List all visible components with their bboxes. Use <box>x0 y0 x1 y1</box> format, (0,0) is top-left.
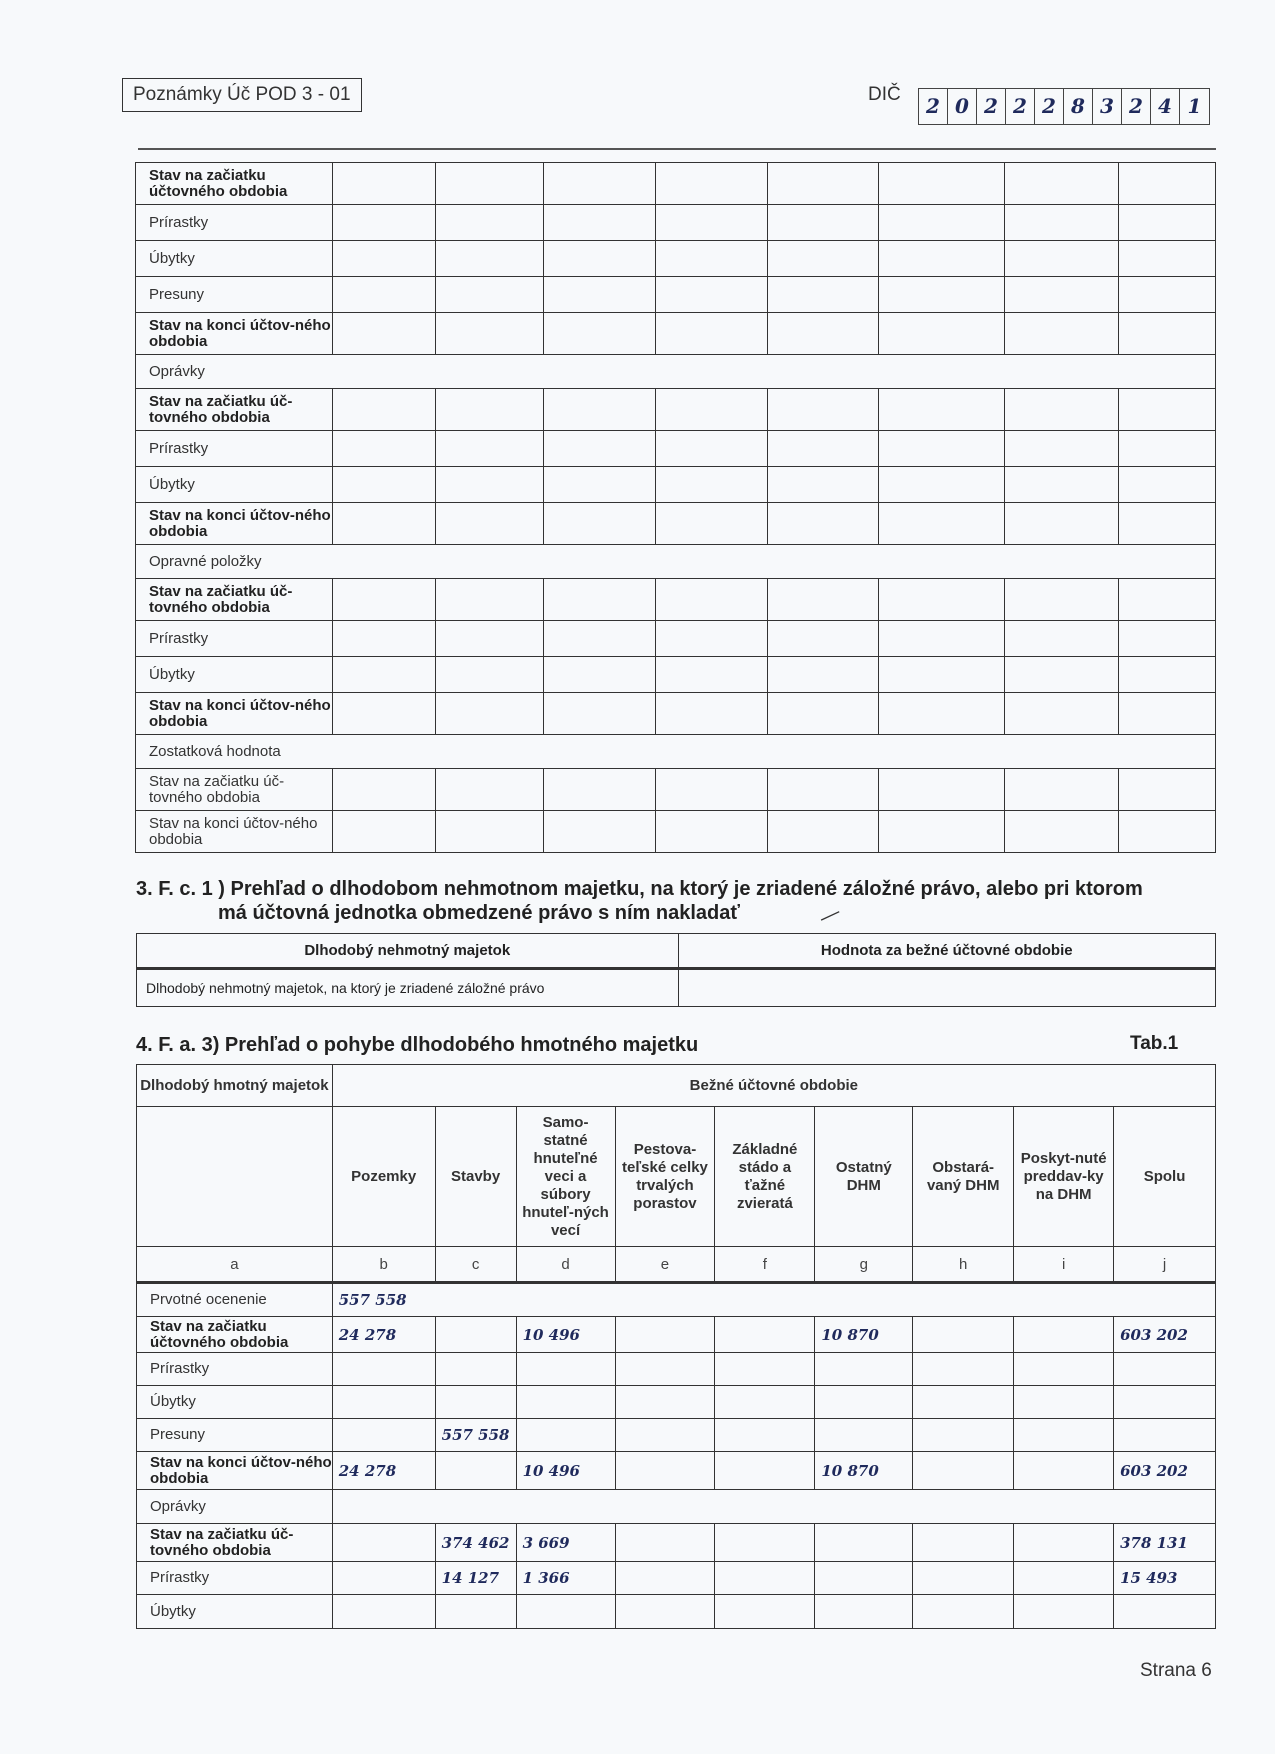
value-cell[interactable] <box>768 811 879 853</box>
value-cell[interactable] <box>655 621 768 657</box>
value-cell[interactable] <box>768 163 879 205</box>
value-cell[interactable] <box>435 1317 516 1353</box>
value-cell[interactable] <box>879 163 1005 205</box>
value-cell[interactable] <box>615 1317 715 1353</box>
value-cell[interactable] <box>655 811 768 853</box>
value-cell[interactable]: 10 870 <box>815 1452 913 1490</box>
column-header: Pozemky <box>332 1107 435 1247</box>
value-cell[interactable] <box>1005 657 1119 693</box>
row-label: Prírastky <box>137 1562 333 1595</box>
row-label: Presuny <box>136 277 333 313</box>
value-cell[interactable] <box>879 389 1005 431</box>
row-label-pledged: Dlhodobý nehmotný majetok, na ktorý je zriadené záložné právo <box>137 969 679 1007</box>
value-cell[interactable]: 24 278 <box>332 1317 435 1353</box>
value-cell[interactable] <box>655 693 768 735</box>
column-header: Samo-statné hnuteľné veci a súbory hnuteľ-ných vecí <box>516 1107 615 1247</box>
col-header-intangible: Dlhodobý nehmotný majetok <box>137 934 679 969</box>
value-cell[interactable] <box>332 1595 435 1629</box>
value-cell[interactable] <box>332 163 435 205</box>
value-cell[interactable] <box>715 1317 815 1353</box>
value-cell[interactable] <box>435 503 543 545</box>
value-cell[interactable] <box>655 205 768 241</box>
value-cell[interactable] <box>815 1419 913 1452</box>
value-cell[interactable] <box>435 277 543 313</box>
value-cell[interactable] <box>435 1452 516 1490</box>
row-label: Úbytky <box>136 241 333 277</box>
value-cell[interactable] <box>879 621 1005 657</box>
value-cell[interactable] <box>1014 1353 1114 1386</box>
section-3fc1-title-line1: 3. F. c. 1 ) Prehľad o dlhodobom nehmotnom majetku, na ktorý je zriadené záložné právo, alebo pri ktorom <box>136 878 1143 900</box>
table-row <box>137 1386 1216 1419</box>
column-letter: e <box>615 1247 715 1283</box>
value-cell[interactable] <box>655 389 768 431</box>
row-label: Stav na začiatku úč-tovného obdobia <box>136 389 333 431</box>
value-cell[interactable] <box>332 1562 435 1595</box>
value-cell[interactable] <box>879 769 1005 811</box>
value-cell[interactable] <box>655 579 768 621</box>
value-cell[interactable] <box>332 313 435 355</box>
value-cell[interactable] <box>543 277 655 313</box>
row-label: Prírastky <box>136 621 333 657</box>
value-cell[interactable]: 10 870 <box>815 1317 913 1353</box>
value-cell[interactable] <box>332 467 435 503</box>
value-cell[interactable] <box>1114 1419 1216 1452</box>
value-cell[interactable] <box>543 389 655 431</box>
value-cell[interactable] <box>913 1595 1014 1629</box>
value-cell[interactable] <box>332 1353 435 1386</box>
section-4fa3-title: 4. F. a. 3) Prehľad o pohybe dlhodobého hmotného majetku <box>136 1034 699 1056</box>
value-cell[interactable] <box>435 389 543 431</box>
table-row <box>137 1524 1216 1562</box>
value-cell[interactable] <box>1014 1562 1114 1595</box>
table-row <box>136 657 1216 693</box>
value-cell[interactable] <box>1014 1452 1114 1490</box>
table-row <box>136 467 1216 503</box>
value-cell[interactable] <box>655 657 768 693</box>
table-row <box>137 1353 1216 1386</box>
value-cell[interactable] <box>1005 621 1119 657</box>
value-cell[interactable] <box>1005 811 1119 853</box>
value-cell[interactable] <box>913 1452 1014 1490</box>
value-cell[interactable] <box>543 657 655 693</box>
table-number-label: Tab.1 <box>1130 1033 1179 1054</box>
value-cell[interactable]: 15 493 <box>1114 1562 1216 1595</box>
row-label: Úbytky <box>136 657 333 693</box>
row-label: Stav na konci účtov-ného obdobia <box>136 313 333 355</box>
dic-digit[interactable]: 3 <box>1093 89 1122 124</box>
table-row <box>136 431 1216 467</box>
column-letter: h <box>913 1247 1014 1283</box>
dic-digit[interactable]: 2 <box>1006 89 1035 124</box>
table-row <box>137 1419 1216 1452</box>
column-letter: i <box>1014 1247 1114 1283</box>
value-cell[interactable] <box>332 811 435 853</box>
value-cell[interactable] <box>435 205 543 241</box>
value-cell[interactable] <box>768 277 879 313</box>
value-cell[interactable] <box>913 1524 1014 1562</box>
value-cell[interactable] <box>1119 657 1216 693</box>
row-label: Stav na konci účtov-ného obdobia <box>136 811 333 853</box>
row-label: Úbytky <box>137 1386 333 1419</box>
table-row <box>136 769 1216 811</box>
table-row <box>136 163 1216 205</box>
table-row <box>136 735 1216 769</box>
column-header: Ostatný DHM <box>815 1107 913 1247</box>
row-label: Stav na začiatku úč-tovného obdobia <box>137 1524 333 1562</box>
value-cell[interactable] <box>1119 811 1216 853</box>
value-cell[interactable] <box>715 1386 815 1419</box>
value-cell[interactable] <box>435 769 543 811</box>
column-header: Stavby <box>435 1107 516 1247</box>
value-cell[interactable]: 603 202 <box>1114 1452 1216 1490</box>
value-cell[interactable] <box>1119 467 1216 503</box>
column-header: Spolu <box>1114 1107 1216 1247</box>
dic-digit[interactable]: 2 <box>1035 89 1064 124</box>
dash-mark: — <box>816 900 844 930</box>
row-label: Oprávky <box>136 355 1216 389</box>
value-cell[interactable] <box>516 1595 615 1629</box>
value-cell[interactable] <box>615 1386 715 1419</box>
value-cell[interactable] <box>768 431 879 467</box>
dnm-movement-table-continued <box>135 162 1216 853</box>
table-row <box>136 579 1216 621</box>
value-cell[interactable] <box>435 241 543 277</box>
value-cell[interactable] <box>1005 431 1119 467</box>
row-label: Opravné položky <box>136 545 1216 579</box>
table-row <box>136 621 1216 657</box>
value-cell[interactable] <box>543 313 655 355</box>
value-cell[interactable]: 24 278 <box>332 1452 435 1490</box>
dic-digit[interactable]: 0 <box>948 89 977 124</box>
value-cell[interactable] <box>879 277 1005 313</box>
pledged-value-cell[interactable] <box>678 969 1216 1007</box>
dic-label: DIČ <box>868 84 901 105</box>
column-header: Obstará-vaný DHM <box>913 1107 1014 1247</box>
value-cell[interactable] <box>879 467 1005 503</box>
value-cell[interactable] <box>332 389 435 431</box>
value-cell[interactable] <box>516 1353 615 1386</box>
span-cell[interactable]: 557 558 <box>332 1283 1215 1317</box>
value-cell[interactable] <box>543 811 655 853</box>
dic-digit[interactable]: 2 <box>977 89 1006 124</box>
value-cell[interactable] <box>1005 579 1119 621</box>
value-cell[interactable] <box>332 205 435 241</box>
value-cell[interactable] <box>332 431 435 467</box>
column-letter: g <box>815 1247 913 1283</box>
value-cell[interactable] <box>1014 1386 1114 1419</box>
value-cell[interactable] <box>435 621 543 657</box>
value-cell[interactable] <box>1005 277 1119 313</box>
value-cell[interactable] <box>543 163 655 205</box>
value-cell[interactable] <box>1119 769 1216 811</box>
value-cell[interactable] <box>435 1353 516 1386</box>
table-row <box>136 693 1216 735</box>
form-identifier: Poznámky Úč POD 3 - 01 <box>122 78 362 112</box>
table-row <box>136 241 1216 277</box>
value-cell[interactable]: 1 366 <box>516 1562 615 1595</box>
value-cell[interactable] <box>768 205 879 241</box>
value-cell[interactable] <box>543 241 655 277</box>
value-cell[interactable]: 557 558 <box>435 1419 516 1452</box>
value-cell[interactable] <box>1014 1317 1114 1353</box>
row-label: Prvotné ocenenie <box>137 1283 333 1317</box>
value-cell[interactable] <box>1005 163 1119 205</box>
value-cell[interactable] <box>435 467 543 503</box>
value-cell[interactable] <box>332 277 435 313</box>
value-cell[interactable] <box>879 241 1005 277</box>
row-label: Úbytky <box>137 1595 333 1629</box>
dic-digit[interactable]: 2 <box>919 89 948 124</box>
row-label: Úbytky <box>136 467 333 503</box>
dic-digit[interactable]: 4 <box>1151 89 1180 124</box>
table-row <box>136 205 1216 241</box>
value-cell[interactable] <box>543 769 655 811</box>
value-cell[interactable] <box>879 205 1005 241</box>
value-cell[interactable]: 14 127 <box>435 1562 516 1595</box>
row-label: Prírastky <box>136 431 333 467</box>
dic-field[interactable] <box>918 88 1210 125</box>
value-cell[interactable] <box>543 693 655 735</box>
value-cell[interactable] <box>332 769 435 811</box>
dic-digit[interactable]: 2 <box>1122 89 1151 124</box>
value-cell[interactable] <box>768 621 879 657</box>
value-cell[interactable] <box>543 467 655 503</box>
value-cell[interactable] <box>768 241 879 277</box>
value-cell[interactable] <box>543 205 655 241</box>
value-cell[interactable] <box>543 579 655 621</box>
value-cell[interactable] <box>815 1386 913 1419</box>
value-cell[interactable] <box>879 579 1005 621</box>
value-cell[interactable] <box>332 657 435 693</box>
span-cell[interactable] <box>332 1490 1215 1524</box>
value-cell[interactable] <box>332 1419 435 1452</box>
value-cell[interactable]: 10 496 <box>516 1317 615 1353</box>
corner-header: Dlhodobý hmotný majetok <box>137 1065 333 1107</box>
value-cell[interactable] <box>655 313 768 355</box>
value-cell[interactable] <box>815 1595 913 1629</box>
value-cell[interactable] <box>768 467 879 503</box>
value-cell[interactable] <box>332 1386 435 1419</box>
value-cell[interactable] <box>655 467 768 503</box>
value-cell[interactable] <box>1014 1419 1114 1452</box>
value-cell[interactable] <box>768 503 879 545</box>
page-number: Strana 6 <box>1140 1660 1212 1681</box>
value-cell[interactable] <box>1119 621 1216 657</box>
value-cell[interactable] <box>1014 1524 1114 1562</box>
table-row <box>136 355 1216 389</box>
value-cell[interactable] <box>1014 1595 1114 1629</box>
column-letter: d <box>516 1247 615 1283</box>
dic-digit[interactable]: 8 <box>1064 89 1093 124</box>
value-cell[interactable] <box>768 693 879 735</box>
value-cell[interactable] <box>1119 431 1216 467</box>
tangible-assets-movement-table <box>136 1064 1216 1629</box>
row-label: Stav na konci účtov-ného obdobia <box>137 1452 333 1490</box>
value-cell[interactable] <box>1005 467 1119 503</box>
value-cell[interactable] <box>1119 579 1216 621</box>
table-row <box>137 1283 1216 1317</box>
value-cell[interactable] <box>715 1353 815 1386</box>
value-cell[interactable] <box>768 769 879 811</box>
value-cell[interactable] <box>655 241 768 277</box>
column-letter: a <box>137 1247 333 1283</box>
value-cell[interactable] <box>815 1353 913 1386</box>
value-cell[interactable]: 10 496 <box>516 1452 615 1490</box>
value-cell[interactable] <box>879 313 1005 355</box>
value-cell[interactable] <box>768 657 879 693</box>
column-letter: c <box>435 1247 516 1283</box>
value-cell[interactable] <box>435 163 543 205</box>
corner-empty <box>137 1107 333 1247</box>
row-label: Oprávky <box>137 1490 333 1524</box>
value-cell[interactable] <box>435 431 543 467</box>
table-row <box>137 1452 1216 1490</box>
value-cell[interactable] <box>1119 389 1216 431</box>
value-cell[interactable] <box>715 1562 815 1595</box>
value-cell[interactable] <box>879 811 1005 853</box>
value-cell[interactable] <box>332 579 435 621</box>
value-cell[interactable] <box>1114 1353 1216 1386</box>
row-label: Stav na začiatku účtovného obdobia <box>137 1317 333 1353</box>
value-cell[interactable] <box>516 1386 615 1419</box>
column-letter: b <box>332 1247 435 1283</box>
value-cell[interactable] <box>1119 241 1216 277</box>
value-cell[interactable] <box>435 693 543 735</box>
value-cell[interactable] <box>543 621 655 657</box>
value-cell[interactable] <box>768 579 879 621</box>
value-cell[interactable] <box>1005 693 1119 735</box>
value-cell[interactable] <box>715 1524 815 1562</box>
value-cell[interactable] <box>1119 205 1216 241</box>
value-cell[interactable]: 603 202 <box>1114 1317 1216 1353</box>
value-cell[interactable] <box>615 1452 715 1490</box>
column-header: Pestova-teľské celky trvalých porastov <box>615 1107 715 1247</box>
value-cell[interactable] <box>332 693 435 735</box>
value-cell[interactable] <box>1005 389 1119 431</box>
value-cell[interactable] <box>815 1524 913 1562</box>
value-cell[interactable] <box>913 1419 1014 1452</box>
value-cell[interactable] <box>913 1386 1014 1419</box>
value-cell[interactable] <box>543 431 655 467</box>
value-cell[interactable] <box>1119 693 1216 735</box>
value-cell[interactable] <box>332 621 435 657</box>
value-cell[interactable] <box>1114 1595 1216 1629</box>
table-row <box>136 313 1216 355</box>
value-cell[interactable] <box>1119 163 1216 205</box>
value-cell[interactable] <box>332 1524 435 1562</box>
value-cell[interactable] <box>879 503 1005 545</box>
value-cell[interactable] <box>615 1353 715 1386</box>
value-cell[interactable] <box>615 1595 715 1629</box>
value-cell[interactable] <box>1119 503 1216 545</box>
value-cell[interactable] <box>715 1419 815 1452</box>
value-cell[interactable]: 374 462 <box>435 1524 516 1562</box>
value-cell[interactable] <box>655 769 768 811</box>
value-cell[interactable] <box>1005 205 1119 241</box>
column-header: Základné stádo a ťažné zvieratá <box>715 1107 815 1247</box>
value-cell[interactable] <box>615 1419 715 1452</box>
value-cell[interactable] <box>655 163 768 205</box>
value-cell[interactable]: 378 131 <box>1114 1524 1216 1562</box>
table-row <box>137 1562 1216 1595</box>
value-cell[interactable] <box>543 503 655 545</box>
value-cell[interactable] <box>768 389 879 431</box>
row-label: Stav na začiatku úč-tovného obdobia <box>136 769 333 811</box>
value-cell[interactable] <box>879 431 1005 467</box>
value-cell[interactable] <box>1114 1386 1216 1419</box>
table-row <box>136 389 1216 431</box>
column-letter: f <box>715 1247 815 1283</box>
value-cell[interactable] <box>615 1562 715 1595</box>
pledged-intangible-table <box>136 933 1216 1007</box>
value-cell[interactable] <box>516 1419 615 1452</box>
table-row <box>137 1595 1216 1629</box>
value-cell[interactable] <box>1005 503 1119 545</box>
row-label: Presuny <box>137 1419 333 1452</box>
section-3fc1-title-line2: má účtovná jednotka obmedzené právo s ním nakladať <box>218 902 740 924</box>
value-cell[interactable] <box>913 1562 1014 1595</box>
dic-digit[interactable]: 1 <box>1187 94 1202 118</box>
value-cell[interactable] <box>332 503 435 545</box>
value-cell[interactable]: 3 669 <box>516 1524 615 1562</box>
value-cell[interactable] <box>715 1595 815 1629</box>
table-row <box>137 1317 1216 1353</box>
value-cell[interactable] <box>815 1562 913 1595</box>
value-cell[interactable] <box>879 693 1005 735</box>
value-cell[interactable] <box>879 657 1005 693</box>
value-cell[interactable] <box>435 811 543 853</box>
row-label: Stav na konci účtov-ného obdobia <box>136 693 333 735</box>
value-cell[interactable] <box>655 503 768 545</box>
value-cell[interactable] <box>435 579 543 621</box>
row-label: Prírastky <box>136 205 333 241</box>
value-cell[interactable] <box>435 657 543 693</box>
value-cell[interactable] <box>615 1524 715 1562</box>
period-header: Bežné účtovné obdobie <box>332 1065 1215 1107</box>
value-cell[interactable] <box>435 1386 516 1419</box>
value-cell[interactable] <box>1005 241 1119 277</box>
table-row <box>136 545 1216 579</box>
row-label: Stav na začiatku účtovného obdobia <box>136 163 333 205</box>
value-cell[interactable] <box>332 241 435 277</box>
value-cell[interactable] <box>1119 313 1216 355</box>
value-cell[interactable] <box>1119 277 1216 313</box>
value-cell[interactable] <box>435 313 543 355</box>
value-cell[interactable] <box>1005 769 1119 811</box>
table-row <box>136 503 1216 545</box>
table-row <box>136 277 1216 313</box>
table-row <box>136 811 1216 853</box>
col-header-value: Hodnota za bežné účtovné obdobie <box>678 934 1216 969</box>
value-cell[interactable] <box>435 1595 516 1629</box>
column-letter: j <box>1114 1247 1216 1283</box>
value-cell[interactable] <box>655 431 768 467</box>
row-label: Zostatková hodnota <box>136 735 1216 769</box>
row-label: Stav na začiatku úč-tovného obdobia <box>136 579 333 621</box>
column-header: Poskyt-nuté preddav-ky na DHM <box>1014 1107 1114 1247</box>
value-cell[interactable] <box>715 1452 815 1490</box>
value-cell[interactable] <box>768 313 879 355</box>
value-cell[interactable] <box>1005 313 1119 355</box>
row-label: Prírastky <box>137 1353 333 1386</box>
value-cell[interactable] <box>913 1353 1014 1386</box>
value-cell[interactable] <box>655 277 768 313</box>
row-label: Stav na konci účtov-ného obdobia <box>136 503 333 545</box>
table-row <box>137 1490 1216 1524</box>
header-divider <box>138 148 1216 150</box>
value-cell[interactable] <box>913 1317 1014 1353</box>
